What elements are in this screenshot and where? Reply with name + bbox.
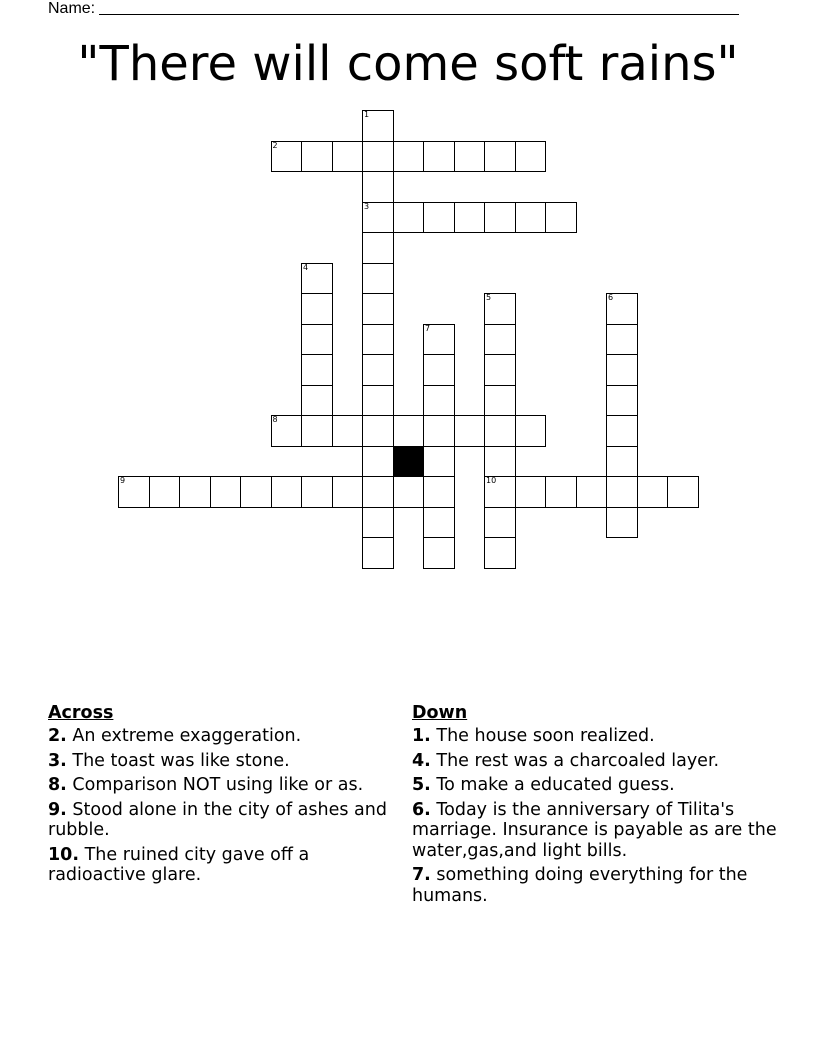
- grid-cell[interactable]: [667, 476, 699, 508]
- clue-number: 6.: [412, 799, 431, 820]
- clue-number: 9.: [48, 799, 67, 820]
- grid-cell[interactable]: [362, 263, 394, 295]
- across-clue: [48, 775, 388, 796]
- grid-cell[interactable]: [484, 202, 516, 234]
- grid-cell[interactable]: [545, 476, 577, 508]
- grid-cell[interactable]: [362, 476, 394, 508]
- down-clue: [412, 775, 784, 796]
- clue-number: 8.: [48, 775, 67, 795]
- clue-number: 3.: [48, 750, 67, 771]
- grid-cell[interactable]: [606, 293, 638, 325]
- grid-cell[interactable]: [423, 476, 455, 508]
- grid-cell[interactable]: [271, 415, 303, 447]
- down-clue: [412, 800, 784, 862]
- grid-cell[interactable]: [362, 354, 394, 386]
- grid-cell[interactable]: [332, 476, 364, 508]
- name-label: Name:: [48, 0, 96, 17]
- across-clue: [48, 800, 388, 841]
- grid-cell[interactable]: [423, 141, 455, 173]
- grid-cell[interactable]: [454, 415, 486, 447]
- grid-cell[interactable]: [423, 537, 455, 569]
- grid-cell[interactable]: [606, 507, 638, 539]
- clue-number-label: 10: [486, 476, 497, 485]
- clue-text: The toast was like stone.: [72, 750, 290, 771]
- clue-text: The ruined city gave off a radioactive glare.: [48, 844, 310, 885]
- grid-cell[interactable]: [454, 202, 486, 234]
- grid-cell[interactable]: [515, 141, 547, 173]
- down-clue: [412, 726, 784, 747]
- grid-cell[interactable]: [362, 110, 394, 142]
- grid-cell[interactable]: [484, 415, 516, 447]
- down-clue: [412, 865, 784, 906]
- grid-cell[interactable]: [515, 415, 547, 447]
- clue-text: An extreme exaggeration.: [72, 726, 302, 746]
- clue-number-label: 1: [364, 110, 370, 119]
- across-clues: [48, 702, 388, 890]
- down-clue: [412, 751, 784, 772]
- grid-cell[interactable]: [271, 476, 303, 508]
- grid-cell[interactable]: [484, 507, 516, 539]
- clue-text: The house soon realized.: [436, 726, 655, 746]
- grid-cell[interactable]: [423, 324, 455, 356]
- grid-cell[interactable]: [362, 385, 394, 417]
- grid-cell[interactable]: [301, 324, 333, 356]
- down-heading: Down: [412, 703, 468, 723]
- clue-number-label: 7: [425, 323, 431, 333]
- grid-cell[interactable]: [301, 415, 333, 447]
- grid-cell[interactable]: [332, 141, 364, 173]
- grid-cell[interactable]: [515, 476, 547, 508]
- grid-cell[interactable]: [484, 446, 516, 478]
- grid-cell[interactable]: [301, 476, 333, 508]
- grid-cell[interactable]: [606, 324, 638, 356]
- grid-cell[interactable]: [362, 507, 394, 539]
- grid-cell[interactable]: [301, 385, 333, 417]
- black-square: [393, 446, 425, 478]
- clue-text: Stood alone in the city of ashes and rubble.: [48, 799, 387, 840]
- grid-cell[interactable]: [179, 476, 211, 508]
- grid-cell[interactable]: [423, 507, 455, 539]
- grid-cell[interactable]: [362, 324, 394, 356]
- grid-cell[interactable]: [454, 141, 486, 173]
- across-heading: Across: [48, 703, 114, 723]
- page-title: "There will come soft rains": [77, 36, 739, 92]
- clue-text: To make a educated guess.: [436, 775, 675, 795]
- grid-cell[interactable]: [484, 476, 516, 508]
- clue-text: The rest was a charcoaled layer.: [436, 750, 720, 771]
- grid-cell[interactable]: [362, 415, 394, 447]
- clue-number-label: 3: [364, 201, 370, 211]
- name-underline[interactable]: [99, 0, 739, 15]
- grid-cell[interactable]: [393, 476, 425, 508]
- grid-cell[interactable]: [423, 446, 455, 478]
- name-field[interactable]: [48, 0, 739, 18]
- grid-cell[interactable]: [484, 385, 516, 417]
- grid-cell[interactable]: [423, 385, 455, 417]
- grid-cell[interactable]: [240, 476, 272, 508]
- across-clue: [48, 845, 388, 886]
- grid-cell[interactable]: [393, 415, 425, 447]
- grid-cell[interactable]: [362, 171, 394, 203]
- grid-cell[interactable]: [606, 385, 638, 417]
- clue-number: 7.: [412, 865, 431, 885]
- grid-cell[interactable]: [301, 141, 333, 173]
- clue-number: 1.: [412, 726, 431, 746]
- grid-cell[interactable]: [423, 354, 455, 386]
- grid-cell[interactable]: [210, 476, 242, 508]
- clue-number: 2.: [48, 726, 67, 746]
- grid-cell[interactable]: [484, 141, 516, 173]
- grid-cell[interactable]: [484, 537, 516, 569]
- across-clue: [48, 751, 388, 772]
- clue-number-label: 5: [486, 293, 492, 302]
- grid-cell[interactable]: [271, 141, 303, 173]
- grid-cell[interactable]: [484, 324, 516, 356]
- grid-cell[interactable]: [606, 446, 638, 478]
- clue-number: 5.: [412, 775, 431, 795]
- grid-cell[interactable]: [301, 293, 333, 325]
- grid-cell[interactable]: [301, 263, 333, 295]
- grid-cell[interactable]: [362, 537, 394, 569]
- grid-cell[interactable]: [118, 476, 150, 508]
- grid-cell[interactable]: [606, 476, 638, 508]
- grid-cell[interactable]: [606, 415, 638, 447]
- grid-cell[interactable]: [393, 141, 425, 173]
- grid-cell[interactable]: [301, 354, 333, 386]
- grid-cell[interactable]: [606, 354, 638, 386]
- clue-text: Comparison NOT using like or as.: [72, 775, 364, 795]
- grid-cell[interactable]: [545, 202, 577, 234]
- grid-cell[interactable]: [423, 415, 455, 447]
- clue-number-label: 2: [272, 140, 278, 150]
- clue-number-label: 9: [120, 476, 126, 485]
- clue-number-label: 4: [303, 262, 309, 272]
- grid-cell[interactable]: [332, 415, 364, 447]
- grid-cell[interactable]: [362, 232, 394, 264]
- grid-cell[interactable]: [515, 202, 547, 234]
- grid-cell[interactable]: [393, 202, 425, 234]
- grid-cell[interactable]: [362, 293, 394, 325]
- grid-cell[interactable]: [149, 476, 181, 508]
- grid-cell[interactable]: [484, 293, 516, 325]
- grid-cell[interactable]: [362, 446, 394, 478]
- clue-number: 10.: [48, 844, 80, 865]
- grid-cell[interactable]: [637, 476, 669, 508]
- grid-cell[interactable]: [362, 202, 394, 234]
- grid-cell[interactable]: [423, 202, 455, 234]
- across-clue: [48, 726, 388, 747]
- grid-cell[interactable]: [484, 354, 516, 386]
- grid-cell[interactable]: [576, 476, 608, 508]
- clue-number-label: 8: [272, 415, 278, 424]
- grid-cell[interactable]: [362, 141, 394, 173]
- clue-text: Today is the anniversary of Tilita's marriage. Insurance is payable as are the water,gas,and light bills.: [412, 799, 777, 861]
- clue-text: something doing everything for the humans.: [412, 865, 748, 906]
- clue-number: 4.: [412, 750, 431, 771]
- clue-number-label: 6: [608, 293, 614, 302]
- down-clues: [412, 702, 784, 910]
